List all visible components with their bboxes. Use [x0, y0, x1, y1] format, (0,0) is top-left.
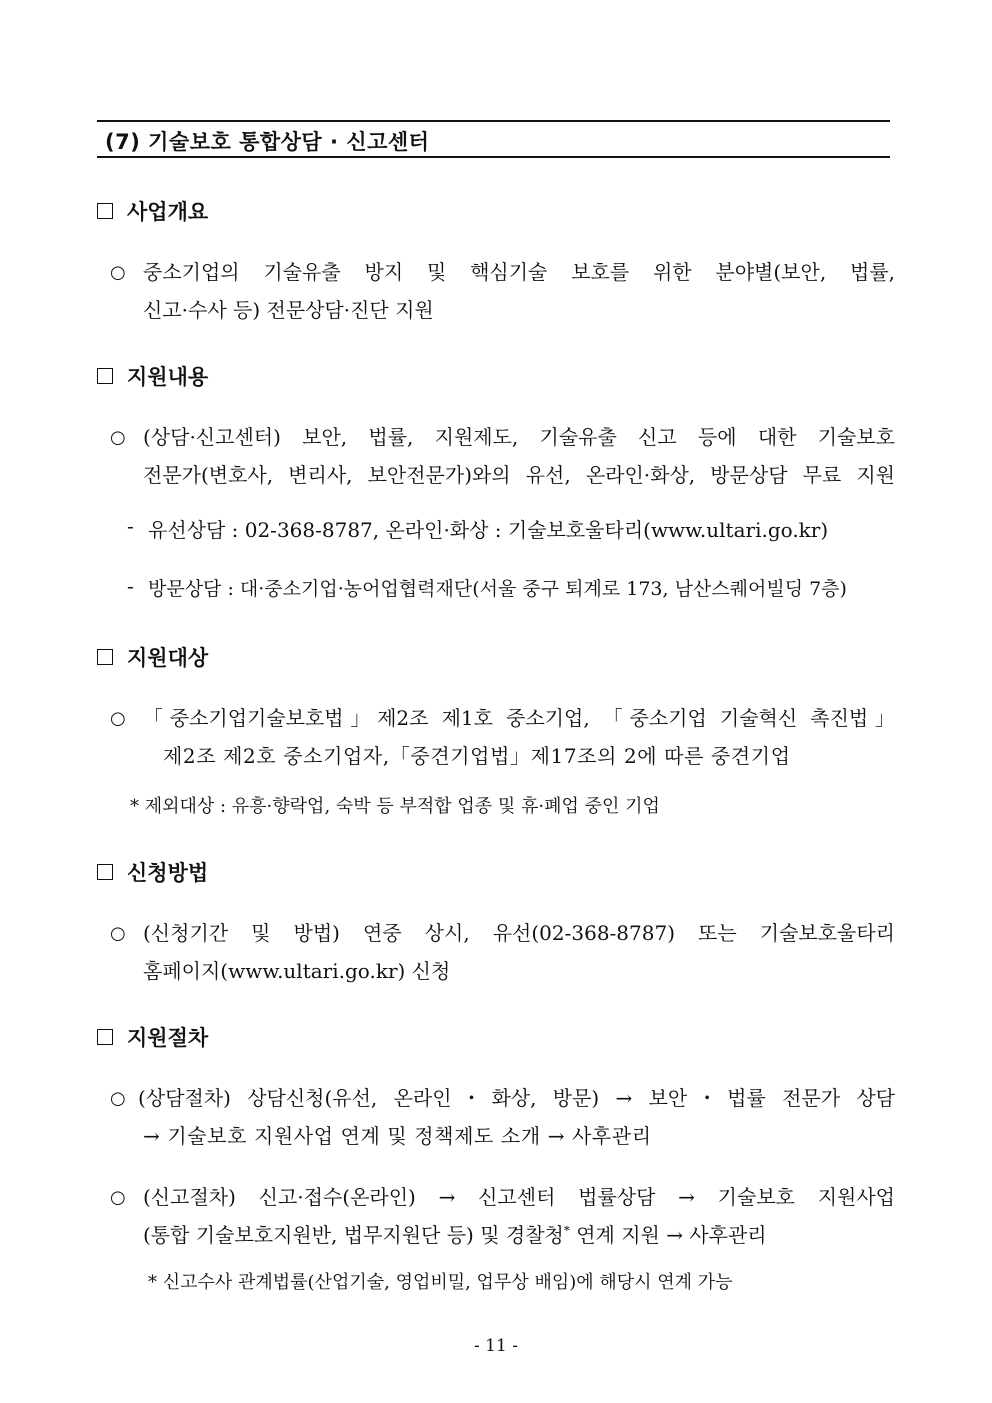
bullet-icon: ○ — [110, 1187, 126, 1208]
apply-line-2: 홈페이지(www.ultari.go.kr) 신청 — [143, 959, 451, 983]
checkbox-square-icon — [97, 1029, 113, 1045]
target-line-2: 제2조 제2호 중소기업자,「중견기업법」제17조의 2에 따른 중견기업 — [163, 744, 791, 768]
procedure-report-note: * 신고수사 관계법률(산업기술, 영업비밀, 업무상 배임)에 해당시 연계 가능 — [148, 1272, 733, 1293]
checkbox-square-icon — [97, 368, 113, 384]
page-number: - 11 - — [474, 1336, 518, 1356]
bullet-icon: ○ — [110, 923, 126, 944]
checkbox-square-icon — [97, 203, 113, 219]
support-line-2: 전문가(변호사, 변리사, 보안전문가)와의 유선, 온라인·화상, 방문상담 무료 지원 — [143, 463, 895, 487]
section-heading-support: 지원내용 — [97, 361, 208, 391]
procedure-report-line-1: (신고절차) 신고·접수(온라인) → 신고센터 법률상담 → 기술보호 지원사업 — [143, 1185, 895, 1209]
bullet-icon: ○ — [110, 262, 126, 283]
procedure-report-line-2: (통합 기술보호지원반, 법무지원단 등) 및 경찰청* 연계 지원 → 사후관리 — [143, 1223, 767, 1247]
bullet-icon: ○ — [110, 708, 126, 729]
overview-line-2: 신고·수사 등) 전문상담·진단 지원 — [143, 298, 434, 322]
checkbox-square-icon — [97, 649, 113, 665]
bullet-icon: ○ — [110, 427, 126, 448]
footnote-marker: * — [563, 1223, 570, 1238]
support-sub-visit: 방문상담 : 대·중소기업·농어업협력재단(서울 중구 퇴계로 173, 남산스퀘어빌딩 7층) — [148, 578, 847, 600]
target-exclusion-note: * 제외대상 : 유흥·향락업, 숙박 등 부적합 업종 및 휴·폐업 중인 기업 — [130, 796, 660, 817]
apply-line-1: (신청기간 및 방법) 연중 상시, 유선(02-368-8787) 또는 기술보호울타리 — [143, 921, 895, 945]
dash-icon: - — [127, 574, 134, 598]
procedure-consult-line-2: → 기술보호 지원사업 연계 및 정책제도 소개 → 사후관리 — [143, 1124, 652, 1148]
overview-line-1: 중소기업의 기술유출 방지 및 핵심기술 보호를 위한 분야별(보안, 법률, — [143, 260, 895, 284]
procedure-consult-line-1: (상담절차) 상담신청(유선, 온라인・화상, 방문) → 보안・법률 전문가 상담 — [138, 1086, 895, 1110]
bullet-icon: ○ — [110, 1088, 126, 1109]
section-heading-procedure: 지원절차 — [97, 1022, 208, 1052]
support-line-1: (상담·신고센터) 보안, 법률, 지원제도, 기술유출 신고 등에 대한 기술보호 — [143, 425, 895, 449]
page-title: (7) 기술보호 통합상담 · 신고센터 — [105, 130, 430, 154]
section-title-bar — [97, 120, 890, 158]
section-heading-target: 지원대상 — [97, 642, 208, 672]
support-sub-phone: 유선상담 : 02-368-8787, 온라인·화상 : 기술보호울타리(www.ultari.go.kr) — [148, 518, 829, 542]
section-heading-apply: 신청방법 — [97, 857, 208, 887]
dash-icon: - — [127, 514, 134, 538]
checkbox-square-icon — [97, 864, 113, 880]
section-heading-overview: 사업개요 — [97, 196, 208, 226]
target-line-1: 「중소기업기술보호법」제2조 제1호 중소기업, 「중소기업 기술혁신 촉진법」 — [143, 706, 895, 730]
